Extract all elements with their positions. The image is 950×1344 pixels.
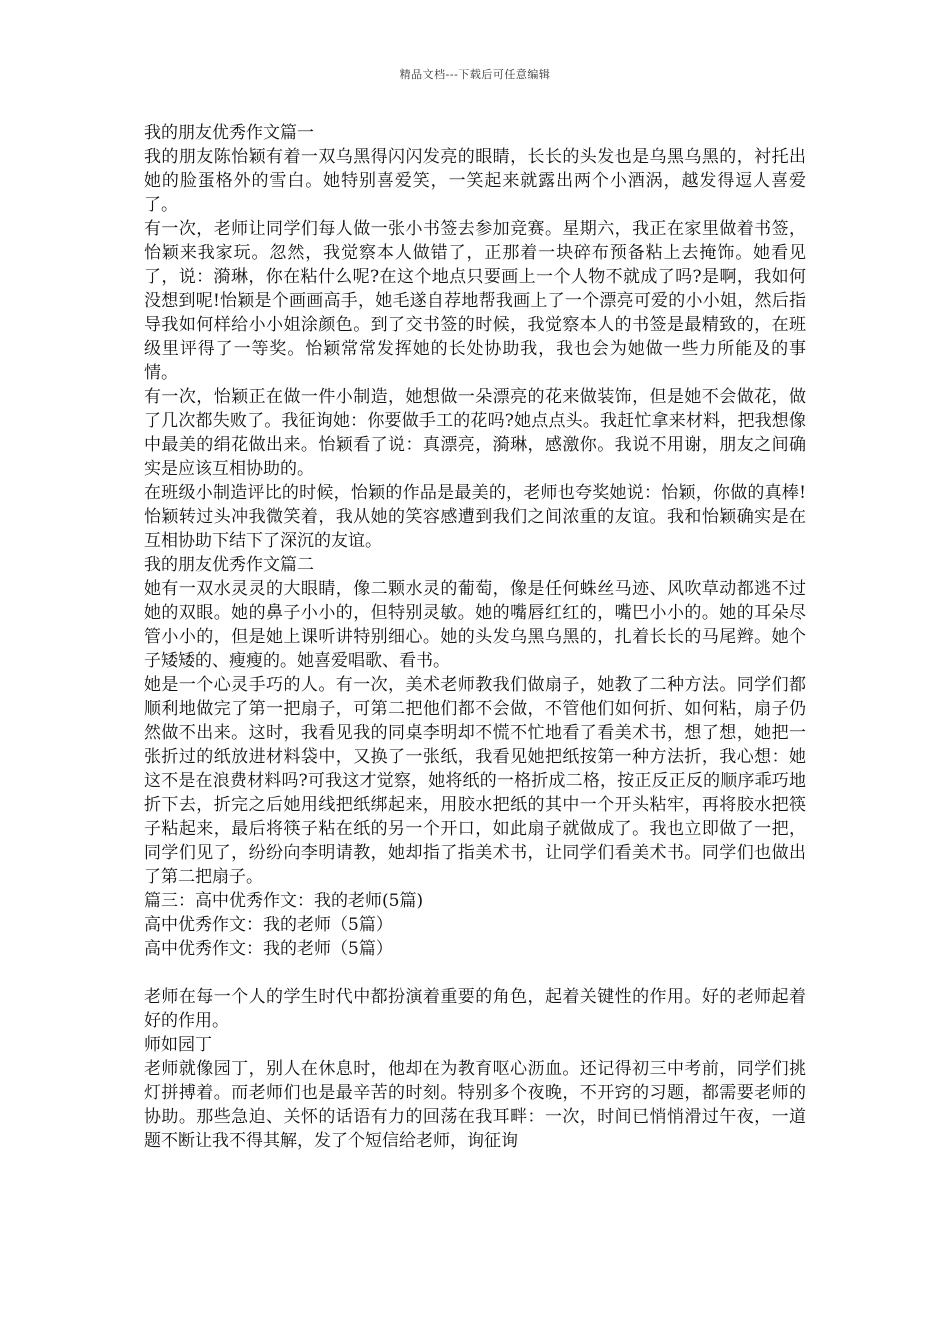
subtitle: 高中优秀作文：我的老师（5篇） xyxy=(144,939,393,959)
paragraph: 她有一双水灵灵的大眼睛，像二颗水灵的葡萄，像是任何蛛丝马迹、风吹草动都逃不过她的双眼。她的鼻子小小的，但特别灵敏。她的嘴唇红红的，嘴巴小小的。她的耳朵尽管小小的，但是她上课听讲特别细心。她的头发乌黑乌黑的，扎着长长的马尾辫。她个子矮矮的、瘦瘦的。她喜爱唱歌、看书。 xyxy=(144,579,806,671)
section-title-2: 我的朋友优秀作文篇二 xyxy=(144,555,314,575)
document-body xyxy=(144,121,806,1153)
paragraph: 我的朋友陈怡颖有着一双乌黑得闪闪发亮的眼睛，长长的头发也是乌黑乌黑的，衬托出她的脸蛋格外的雪白。她特别喜爱笑，一笑起来就露出两个小酒涡，越发得逗人喜爱了。 xyxy=(144,147,806,215)
subheading: 师如园丁 xyxy=(144,1035,212,1055)
subtitle: 高中优秀作文：我的老师（5篇） xyxy=(144,915,393,935)
section-title-3: 篇三：高中优秀作文：我的老师(5篇) xyxy=(144,891,424,911)
paragraph: 有一次，怡颖正在做一件小制造，她想做一朵漂亮的花来做装饰，但是她不会做花，做了几次都失败了。我征询她：你要做手工的花吗?她点点头。我赶忙拿来材料，把我想像中最美的绢花做出来。怡颖看了说：真漂亮，漪琳，感激你。我说不用谢，朋友之间确实是应该互相协助的。 xyxy=(144,387,806,479)
paragraph: 有一次，老师让同学们每人做一张小书签去参加竞赛。星期六，我正在家里做着书签，怡颖来我家玩。忽然，我觉察本人做错了，正那着一块碎布预备粘上去掩饰。她看见了，说：漪琳，你在粘什么呢?在这个地点只要画上一个人物不就成了吗?是啊，我如何没想到呢!怡颖是个画画高手，她毛遂自荐地帮我画上了一个漂亮可爱的小小姐，然后指导我如何样给小小姐涂颜色。到了交书签的时候，我觉察本人的书签是最精致的，在班级里评得了一等奖。怡颖常常发挥她的长处协助我，我也会为她做一些力所能及的事情。 xyxy=(144,219,806,383)
paragraph: 她是一个心灵手巧的人。有一次，美术老师教我们做扇子，她教了二种方法。同学们都顺利地做完了第一把扇子，可第二把他们都不会做，不管他们如何折、如何粘，扇子仍然做不出来。这时，我看见我的同桌李明却不慌不忙地看了看美术书，想了想，她把一张折过的纸放进材料袋中，又换了一张纸，我看见她把纸按第一种方法折，我心想：她这不是在浪费材料吗?可我这才觉察，她将纸的一格折成二格，按正反正反的顺序乖巧地折下去，折完之后她用线把纸绑起来，用胶水把纸的其中一个开头粘牢，再将胶水把筷子粘起来，最后将筷子粘在纸的另一个开口，如此扇子就做成了。我也立即做了一把，同学们见了，纷纷向李明请教，她却指了指美术书，让同学们看美术书。同学们也做出了第二把扇子。 xyxy=(144,675,806,887)
paragraph: 老师就像园丁，别人在休息时，他却在为教育呕心沥血。还记得初三中考前，同学们挑灯拼搏着。而老师们也是最辛苦的时刻。特别多个夜晚，不开窍的习题，都需要老师的协助。那些急迫、关怀的话语有力的回荡在我耳畔：一次，时间已悄悄滑过午夜，一道题不断让我不得其解，发了个短信给老师，询征询 xyxy=(144,1059,806,1151)
section-title-1: 我的朋友优秀作文篇一 xyxy=(144,123,314,143)
blank-line xyxy=(144,961,806,985)
paragraph: 在班级小制造评比的时候，怡颖的作品是最美的，老师也夸奖她说：怡颖，你做的真棒!怡颖转过头冲我微笑着，我从她的笑容感遭到我们之间浓重的友谊。我和怡颖确实是在互相协助下结下了深沉的友谊。 xyxy=(144,483,806,551)
paragraph: 老师在每一个人的学生时代中都扮演着重要的角色，起着关键性的作用。好的老师起着好的作用。 xyxy=(144,987,806,1031)
page-header: 精品文档---下载后可任意编辑 xyxy=(399,68,551,81)
